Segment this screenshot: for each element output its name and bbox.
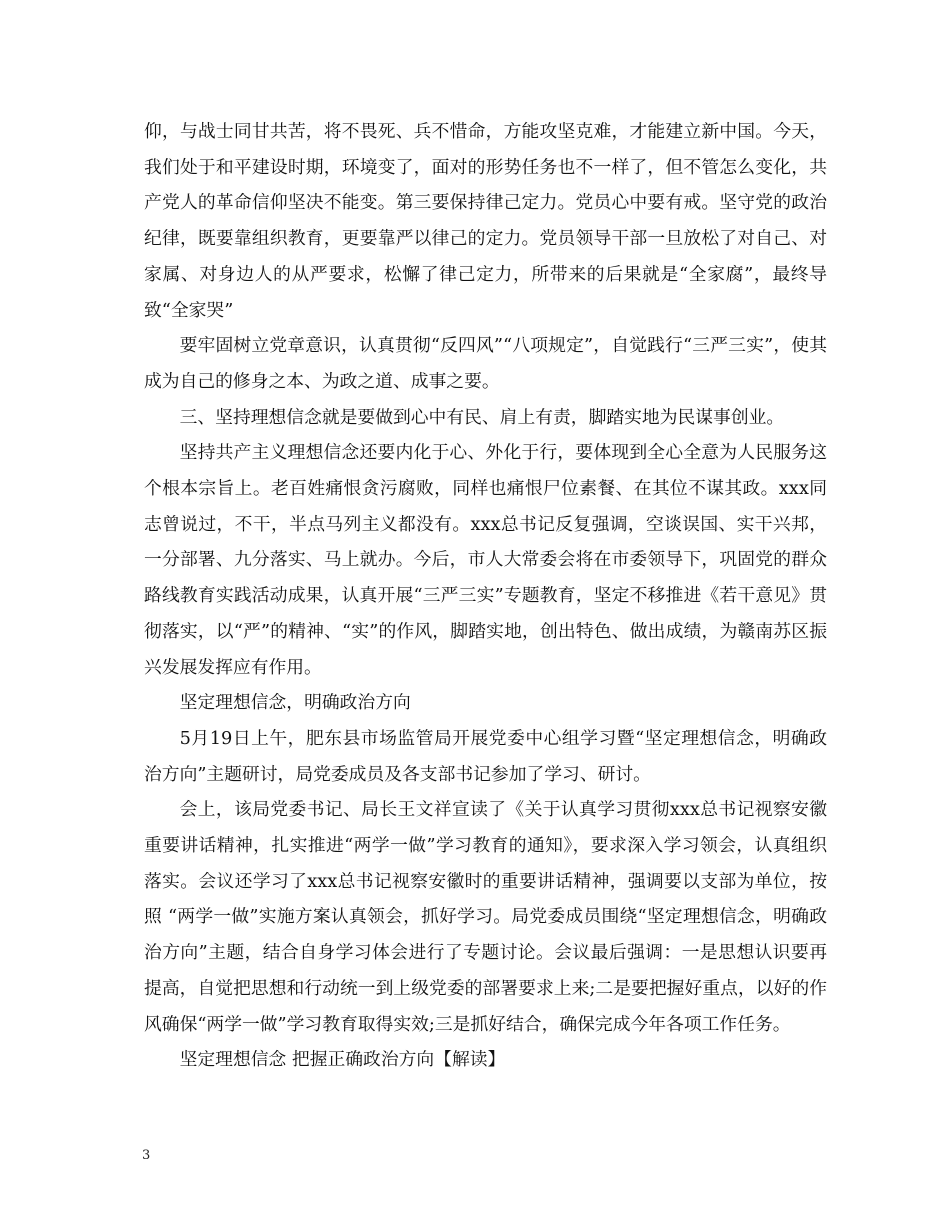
paragraph-6: 会上，该局党委书记、局长王文祥宣读了《关于认真学习贯彻xxx总书记视察安徽重要讲话精神，扎实推进“两学一做”学习教育的通知》，要求深入学习领会，认真组织落实。会议还学习了xxx总书记视察安徽时的重要讲话精神，强调要以支部为单位，按照 “两学一做”实施方案认真领会，抓好学习。局党委成员围绕“坚定理想信念，明确政治方向”主题，结合自身学习体会进行了专题讨论。会议最后强调：一是思想认识要再提高，自觉把思想和行动统一到上级党委的部署要求上来;二是要把握好重点，以好的作风确保“两学一做”学习教育取得实效;三是抓好结合，确保完成今年各项工作任务。 xyxy=(144,799,827,1035)
paragraph-1: 仰，与战士同甘共苦，将不畏死、兵不惜命，方能攻坚克难，才能建立新中国。今天，我们处于和平建设时期，环境变了，面对的形势任务也不一样了，但不管怎么变化，共产党人的革命信仰坚决不能变。第三要保持律己定力。党员心中要有戒。坚守党的政治纪律，既要靠组织教育，更要靠严以律己的定力。党员领导干部一旦放松了对自己、对家属、对身边人的从严要求，松懈了律己定力，所带来的后果就是“全家腐”，最终导致“全家哭” xyxy=(144,121,827,321)
page-number: 3 xyxy=(142,1148,151,1163)
paragraph-3: 三、坚持理想信念就是要做到心中有民、肩上有责，脚踏实地为民谋事创业。 xyxy=(179,406,785,428)
section-heading-2: 坚定理想信念 把握正确政治方向【解读】 xyxy=(179,1049,506,1071)
paragraph-2: 要牢固树立党章意识，认真贯彻“反四风”“八项规定”，自觉践行“三严三实”，使其成为自己的修身之本、为政之道、成事之要。 xyxy=(144,335,827,392)
paragraph-5: 5月19日上午，肥东县市场监管局开展党委中心组学习暨“坚定理想信念，明确政治方向”主题研讨，局党委成员及各支部书记参加了学习、研讨。 xyxy=(144,727,827,785)
paragraph-4: 坚持共产主义理想信念还要内化于心、外化于行，要体现到全心全意为人民服务这个根本宗旨上。老百姓痛恨贪污腐败，同样也痛恨尸位素餐、在其位不谋其政。xxx同志曾说过，不干，半点马列主义都没有。xxx总书记反复强调，空谈误国、实干兴邦，一分部署、九分落实、马上就办。今后，市人大常委会将在市委领导下，巩固党的群众路线教育实践活动成果，认真开展“三严三实”专题教育，坚定不移推进《若干意见》贯彻落实，以“严”的精神、“实”的作风，脚踏实地，创出特色、做出成绩，为赣南苏区振兴发展发挥应有作用。 xyxy=(144,442,827,678)
document-body xyxy=(144,114,827,1078)
section-heading: 坚定理想信念，明确政治方向 xyxy=(179,692,411,714)
